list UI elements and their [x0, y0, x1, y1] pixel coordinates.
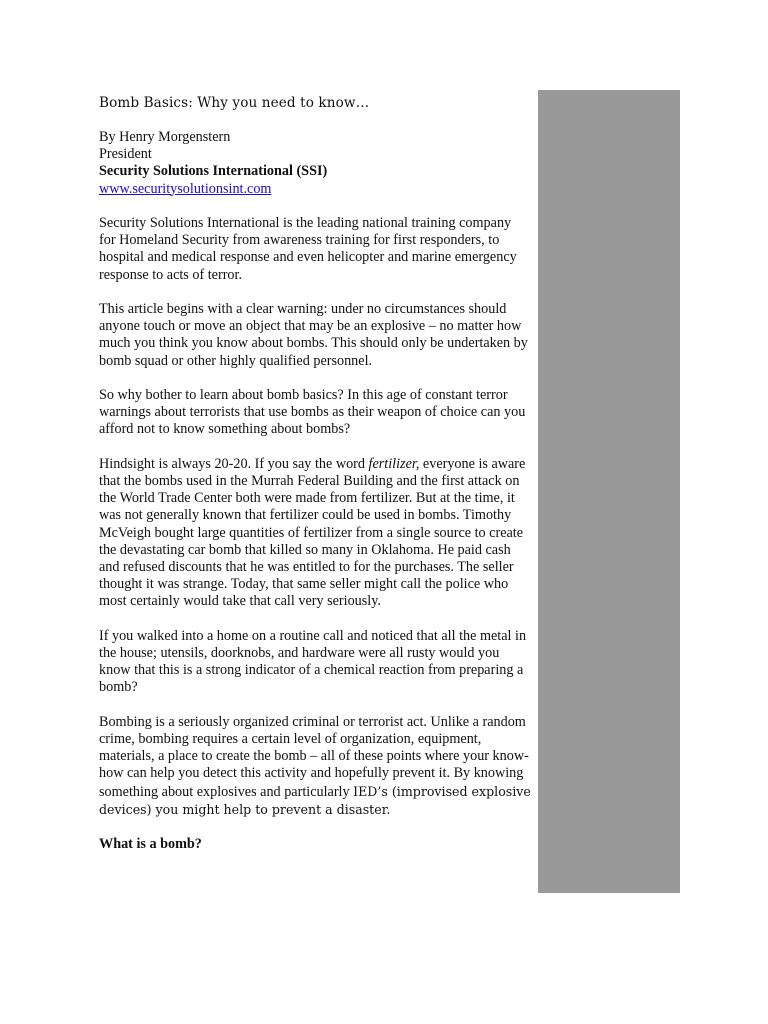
author-role: President: [99, 146, 152, 163]
paragraph-warning: This article begins with a clear warning: under no circumstances should anyone touch or move an object that may be an explosive – no matter how much you think you know about bombs. This should only be undertaken by bomb squad or other highly qualified personnel.: [99, 301, 528, 369]
article-title: Bomb Basics: Why you need to know…: [99, 95, 370, 111]
paragraph-organized-ied: IED’s (improvised explosive devices) you might help to prevent a disaster.: [99, 783, 531, 817]
organization-name: Security Solutions International (SSI): [99, 163, 328, 180]
paragraph-intro: Security Solutions International is the leading national training company for Homeland Security from awareness training for first responders, to hospital and medical response and even helicopter and marine emergency response to acts of terror.: [99, 215, 517, 283]
paragraph-organized: [99, 714, 531, 819]
author-name: By Henry Morgenstern: [99, 129, 231, 145]
paragraph-why: So why bother to learn about bomb basics? In this age of constant terror warnings about terrorists that use bombs as their weapon of choice can you afford not to know something about bombs?: [99, 387, 526, 438]
byline: [99, 129, 531, 198]
fertilizer-emphasis: fertilizer,: [368, 455, 420, 472]
paragraph-organized-main: Bombing is a seriously organized criminal or terrorist act. Unlike a random crime, bombing requires a certain level of organization, equipment, materials, a place to create the bomb – all of these points where your know-how can help you detect this activity and hopefully prevent it. By knowing something about explosives and particularly: [99, 713, 529, 800]
article-body: [99, 94, 531, 853]
website-link[interactable]: www.securitysolutionsint.com: [99, 180, 272, 197]
section-heading: What is a bomb?: [99, 836, 202, 853]
paragraph-hindsight: [99, 456, 531, 611]
paragraph-rust: If you walked into a home on a routine call and noticed that all the metal in the house; utensils, doorknobs, and hardware were all rusty would you know that this is a strong indicator of a chemical reaction from preparing a bomb?: [99, 627, 527, 696]
paragraph-hindsight-rest: everyone is aware that the bombs used in the Murrah Federal Building and the first attack on the World Trade Center both were made from fertilizer. But at the time, it was not generally known that fertilizer could be used in bombs. Timothy McVeigh bought large quantities of fertilizer from a single source to create the devastating car bomb that killed so many in Oklahoma. He paid cash and refused discounts that he was entitled to for the purchases. The seller thought it was strange. Today, that same seller might call the police who most certainly would take that call very seriously.: [99, 455, 526, 610]
gray-sidebar-panel: [538, 90, 680, 893]
paragraph-hindsight-start: Hindsight is always 20-20. If you say the word: [99, 455, 369, 472]
